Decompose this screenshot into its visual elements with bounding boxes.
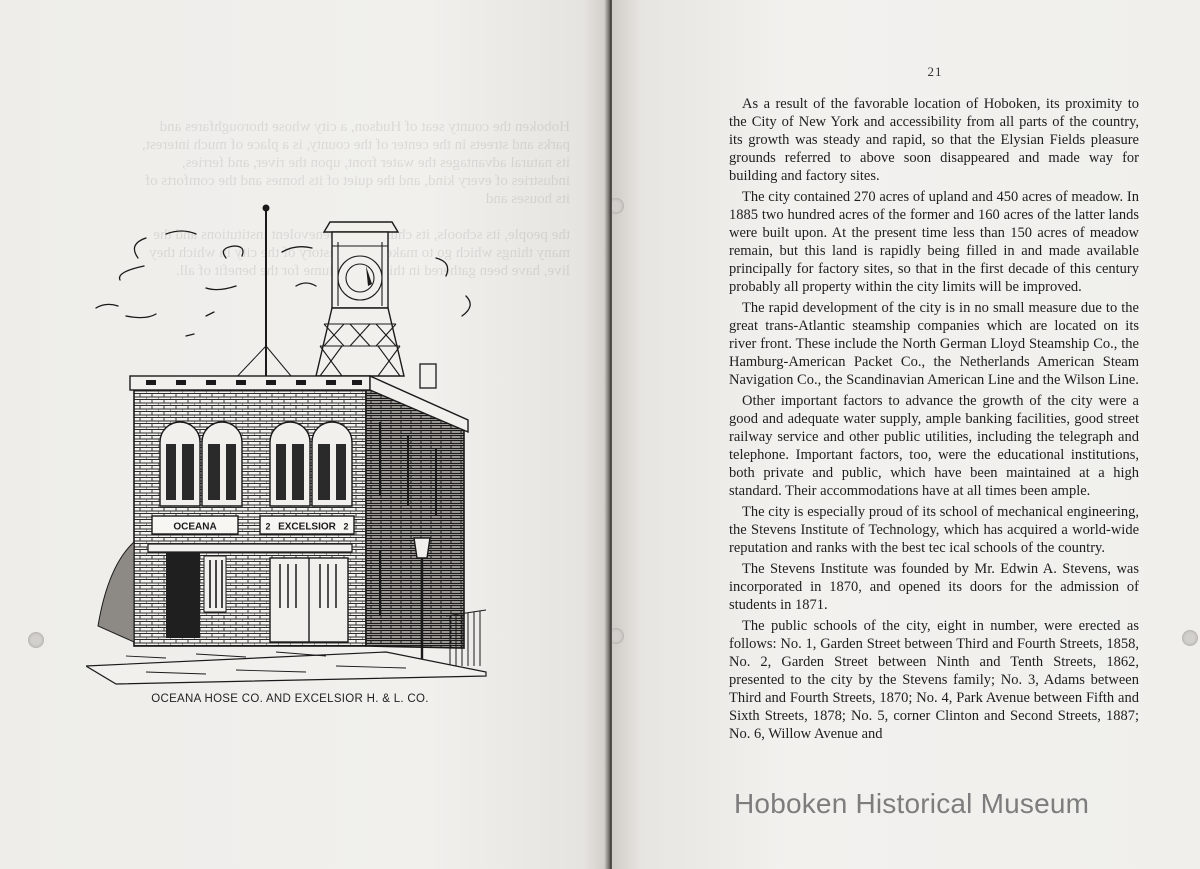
- page-number: 21: [927, 64, 943, 79]
- body-text: [729, 95, 1139, 746]
- sign-oceana: OCEANA: [173, 521, 217, 533]
- paragraph: As a result of the favorable location of Hoboken, its proximity to the City of New York and accessibility from all parts of the country, its growth was steady and rapid, so that the Elysian Fields pleasure grounds referred to above soon disappeared and made way for building and factory sites.: [729, 96, 1139, 184]
- punch-hole: [612, 198, 624, 214]
- company-number-left: 2: [265, 521, 271, 532]
- company-number-right: 2: [343, 521, 349, 532]
- punch-hole: [1182, 630, 1198, 646]
- sign-excelsior: EXCELSIOR: [278, 521, 336, 533]
- punch-hole: [28, 632, 44, 648]
- paragraph: The public schools of the city, eight in number, were erected as follows: No. 1, Garden Street between Third and Fourth Streets, 1858, No. 2, Garden Street between Ninth and Tenth Streets, 1862, presented to the city by the Stevens family; No. 3, Adams between Third and Fourth Streets, 1870; No. 4, Park Avenue between Fifth and Sixth Streets, 1878; No. 5, corner Clinton and Second Streets, 1887; No. 6, Willow Avenue and: [729, 618, 1139, 742]
- paragraph: The city is especially proud of its school of mechanical engineering, the Stevens Institute of Technology, which has acquired a world-wide reputation and ranks with the best tec ical schools of the country.: [729, 504, 1139, 556]
- punch-hole: [612, 628, 624, 644]
- firehouse-engraving: [86, 196, 490, 686]
- museum-watermark: Hoboken Historical Museum: [734, 788, 1090, 819]
- bleed-through-text: Hoboken the county seat of Hudson, a city whose thoroughfares and parks and streets in the center of the county, is a place of much interest, its natural advantages the water front, upon the river, and ferries, industries of every kind, and the quiet of its homes and the comforts of its houses and the people, its schools, its benevolent institutions and the many things which go to make history of the city in which they live, have been gathered in this volume for the benefit of all.: [141, 119, 570, 279]
- illustration-caption: OCEANA HOSE CO. AND EXCELSIOR H. & L. CO.: [151, 693, 429, 705]
- paragraph: The Stevens Institute was founded by Mr. Edwin A. Stevens, was incorporated in 1870, and opened its doors for the admission of students in 1871.: [729, 561, 1139, 613]
- paragraph: Other important factors to advance the growth of the city were a good and adequate water supply, ample banking facilities, good street railway service and other public utilities, including the telegraph and telephone. Important factors, too, were the educational institutions, both private and public, which have been maintained at a high standard. Their accommodations have at all times been ample.: [729, 393, 1139, 499]
- paragraph: The city contained 270 acres of upland and 450 acres of meadow. In 1885 two hundred acres of the former and 160 acres of the latter lands were built upon. At the present time less than 150 acres of meadow remain, but this land is rapidly being filled in and made available principally for factory sites, so that in the first decade of this century probably all property within the city limits will be improved.: [729, 189, 1139, 295]
- paragraph: The rapid development of the city is in no small measure due to the great trans-Atlantic steamship companies which are located on its river front. These include the North German Lloyd Steamship Co., the Hamburg-American Packet Co., the Netherlands American Steam Navigation Co., the Scandinavian American Line and the Wilson Line.: [729, 300, 1139, 388]
